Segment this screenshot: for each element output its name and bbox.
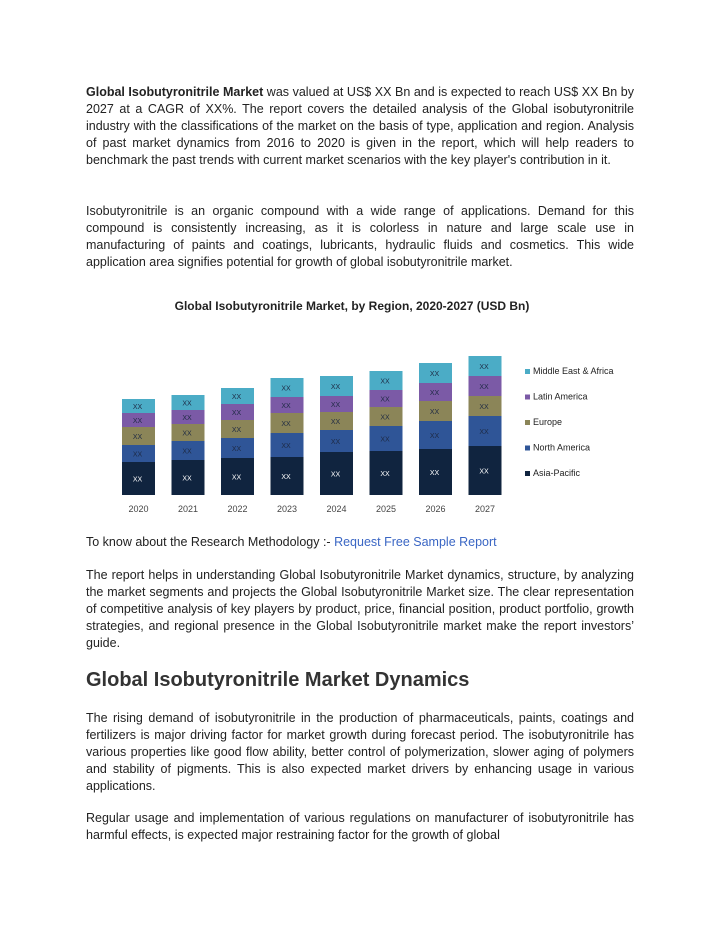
bar-data-label: XX <box>479 468 489 476</box>
bar-data-label: XX <box>479 429 489 436</box>
bar-data-label: XX <box>182 415 192 422</box>
legend-swatch <box>525 420 530 425</box>
bar-data-label: XX <box>231 427 242 434</box>
description-paragraph: Isobutyronitrile is an organic compound with a wide range of applications. Demand for this compound is consistently increasing, as it is colorless in nature and large scale use in manufacturing of paints and coatings, lubricants, hydraulic fluids and cosmetics. This wide application area signifies potential for growth of global isobutyronitrile market. <box>86 204 634 269</box>
intro-bold-lead: Global Isobutyronitrile Market <box>86 85 264 99</box>
legend-label: Middle East & Africa <box>533 366 614 376</box>
bar-data-label: XX <box>330 419 341 426</box>
bar-data-label: XX <box>380 378 390 386</box>
bar-data-label: XX <box>380 396 390 404</box>
x-tick-label: 2025 <box>375 504 397 514</box>
bar-data-label: XX <box>132 418 143 425</box>
intro-text: was valued at US$ XX Bn and is expected to reach US$ XX Bn by 2027 at a CAGR of XX%. The report covers the detailed analysis of the Global isobutyronitrile industry with the classifications of the market on the basis of type, application and region. Analysis of past market dynamics from 2016 to 2020 is given in the report, which will help readers to benchmark the past trends with current market scenarios with the key player's contribution in it. <box>86 85 634 167</box>
restraints-paragraph: Regular usage and implementation of various regulations on manufacturer of isobutyronitrile has harmful effects, is expected major restraining factor for the growth of global <box>86 811 634 842</box>
bar-data-label: XX <box>281 385 291 393</box>
bar-data-label: XX <box>330 471 341 479</box>
bar-data-label: XX <box>182 430 192 438</box>
bar-data-label: XX <box>380 414 390 422</box>
region-stacked-bar-chart <box>110 290 630 520</box>
bar-data-label: XX <box>429 470 440 477</box>
legend-swatch <box>525 395 530 400</box>
legend-label: Latin America <box>533 391 588 402</box>
intro-paragraph <box>86 84 634 169</box>
legend-swatch <box>525 369 530 374</box>
methodology-line <box>86 534 634 551</box>
bar-data-label: XX <box>132 434 143 441</box>
bar-data-label: XX <box>231 394 242 401</box>
request-sample-link[interactable]: Request Free Sample Report <box>334 535 497 549</box>
section-heading: Global Isobutyronitrile Market Dynamics <box>86 669 470 691</box>
bar-data-label: XX <box>281 421 291 428</box>
legend-swatch <box>525 471 530 476</box>
bar-data-label: XX <box>281 443 291 450</box>
bar-data-label: XX <box>380 471 390 478</box>
bar-data-label: XX <box>330 402 341 409</box>
legend-label: Europe <box>533 417 563 427</box>
x-tick-label: 2027 <box>474 504 496 514</box>
x-tick-label: 2020 <box>128 504 149 514</box>
bar-data-label: XX <box>380 436 390 444</box>
drivers-paragraph: The rising demand of isobutyronitrile in the production of pharmaceuticals, paints, coatings and fertilizers is major driving factor for market growth during forecast period. The isobutyronitrile has various properties like good flow ability, better control of polymerization, slower aging of polymers and stability of pigments. This is also expected market drivers by enhancing usage in various applications. <box>86 711 634 793</box>
methodology-prefix: To know about the Research Methodology :- <box>86 535 335 549</box>
x-tick-labels <box>128 504 495 514</box>
bar-data-label: XX <box>479 364 489 371</box>
bar-data-label: XX <box>132 476 143 484</box>
x-tick-label: 2021 <box>177 504 199 514</box>
bar-data-label: XX <box>479 404 489 411</box>
bar-data-label: XX <box>429 433 440 440</box>
bar-data-label: XX <box>231 410 242 417</box>
bar-data-label: XX <box>281 403 291 410</box>
bar-data-label: XX <box>429 409 440 416</box>
chart-legend <box>525 366 614 478</box>
bar-data-label: XX <box>231 446 242 453</box>
x-tick-label: 2024 <box>326 504 347 514</box>
legend-label: North America <box>533 442 591 453</box>
x-tick-label: 2023 <box>276 504 298 514</box>
bar-data-label: XX <box>231 474 242 482</box>
chart-title: Global Isobutyronitrile Market, by Region, 2020-2027 (USD Bn) <box>174 299 530 313</box>
bar-data-label: XX <box>132 404 143 411</box>
bar-data-label: XX <box>182 448 192 456</box>
legend-label: Asia-Pacific <box>533 468 581 478</box>
bars-group <box>122 356 502 495</box>
bar-data-label: XX <box>429 390 440 397</box>
x-tick-label: 2022 <box>227 504 248 514</box>
bar-data-label: XX <box>330 384 341 391</box>
bar-data-label: XX <box>132 451 143 459</box>
bar-data-label: XX <box>429 371 440 378</box>
bar-data-label: XX <box>182 400 192 408</box>
bar-data-label: XX <box>479 384 489 391</box>
report-summary-paragraph: The report helps in understanding Global Isobutyronitrile Market dynamics, structure, by analyzing the market segments and projects the Global Isobutyronitrile Market size. The clear representation of competitive analysis of key players by product, price, financial position, product portfolio, growth strategies, and regional presence in the Global Isobutyronitrile market make the report investors’ guide. <box>86 568 634 650</box>
bar-data-label: XX <box>330 439 341 446</box>
legend-swatch <box>525 446 530 451</box>
bar-data-label: XX <box>182 475 192 483</box>
x-tick-label: 2026 <box>425 504 446 514</box>
bar-data-label: XX <box>281 474 291 481</box>
